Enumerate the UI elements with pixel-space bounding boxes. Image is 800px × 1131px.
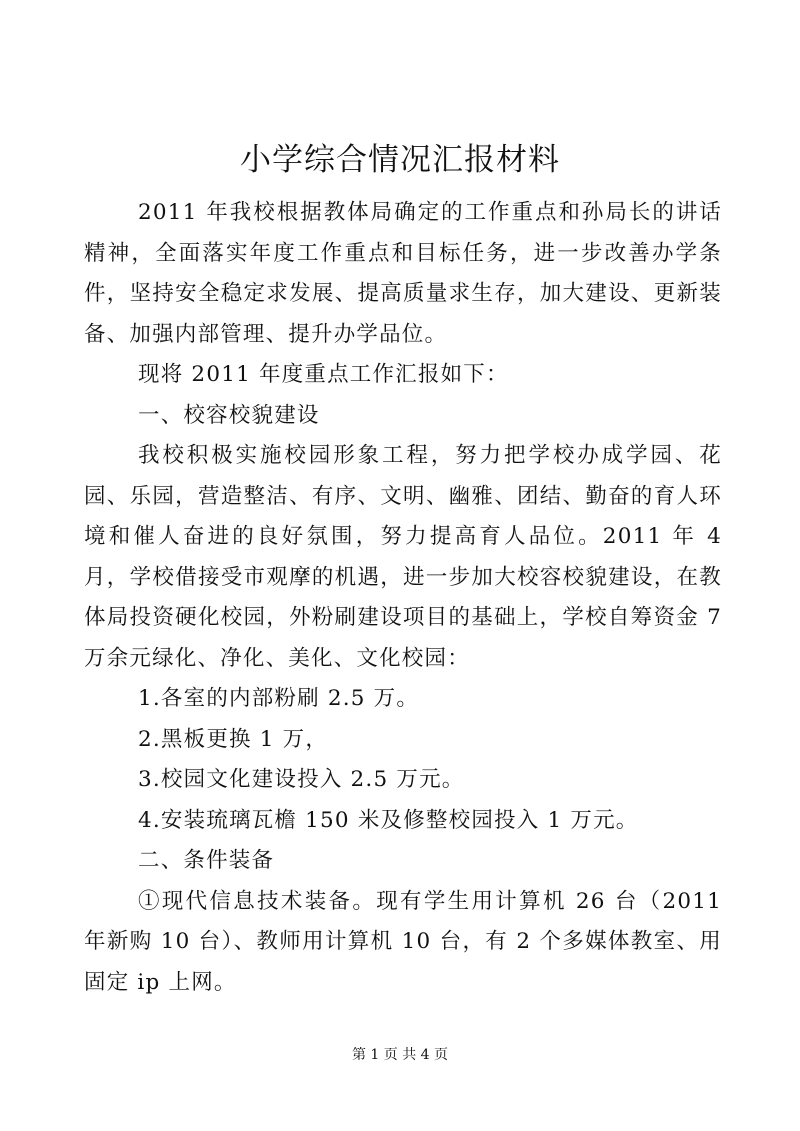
section-heading-equipment: 二、条件装备 <box>138 848 275 873</box>
list-item-1: 1.各室的内部粉刷 2.5 万。 <box>138 686 420 711</box>
page-number-footer: 第 1 页 共 4 页 <box>351 1047 449 1063</box>
list-item-4: 4.安装琉璃瓦檐 150 米及修整校园投入 1 万元。 <box>138 807 639 833</box>
paragraph-it-equipment: ①现代信息技术装备。现有学生用计算机 26 台（2011 年新购 10 台）、教师用计算机 10 台，有 2 个多媒体教室、用固定 ip 上网。 <box>84 888 722 995</box>
paragraph-campus-project: 我校积极实施校园形象工程，努力把学校办成学园、花园、乐园，营造整洁、有序、文明、幽雅、团结、勤奋的育人环境和催人奋进的良好氛围，努力提高育人品位。2011 年 4 月，学校借接受市观摩的机遇，进一步加大校容校貌建设，在教体局投资硬化校园，外粉刷建设项目的基础上，学校自筹资金 7 万余元绿化、净化、美化、文化校园： <box>84 443 722 671</box>
paragraph-summary-lead: 现将 2011 年度重点工作汇报如下： <box>138 362 509 387</box>
document-body <box>84 193 722 1003</box>
document-title: 小学综合情况汇报材料 <box>240 142 560 178</box>
section-heading-campus: 一、校容校貌建设 <box>138 402 320 428</box>
list-item-3: 3.校园文化建设投入 2.5 万元。 <box>138 767 465 792</box>
list-item-2: 2.黑板更换 1 万， <box>138 726 329 752</box>
paragraph-intro: 2011 年我校根据教体局确定的工作重点和孙局长的讲话精神，全面落实年度工作重点和目标任务，进一步改善办学条件，坚持安全稳定求发展、提高质量求生存，加大建设、更新装备、加强内部管理、提升办学品位。 <box>84 200 722 347</box>
